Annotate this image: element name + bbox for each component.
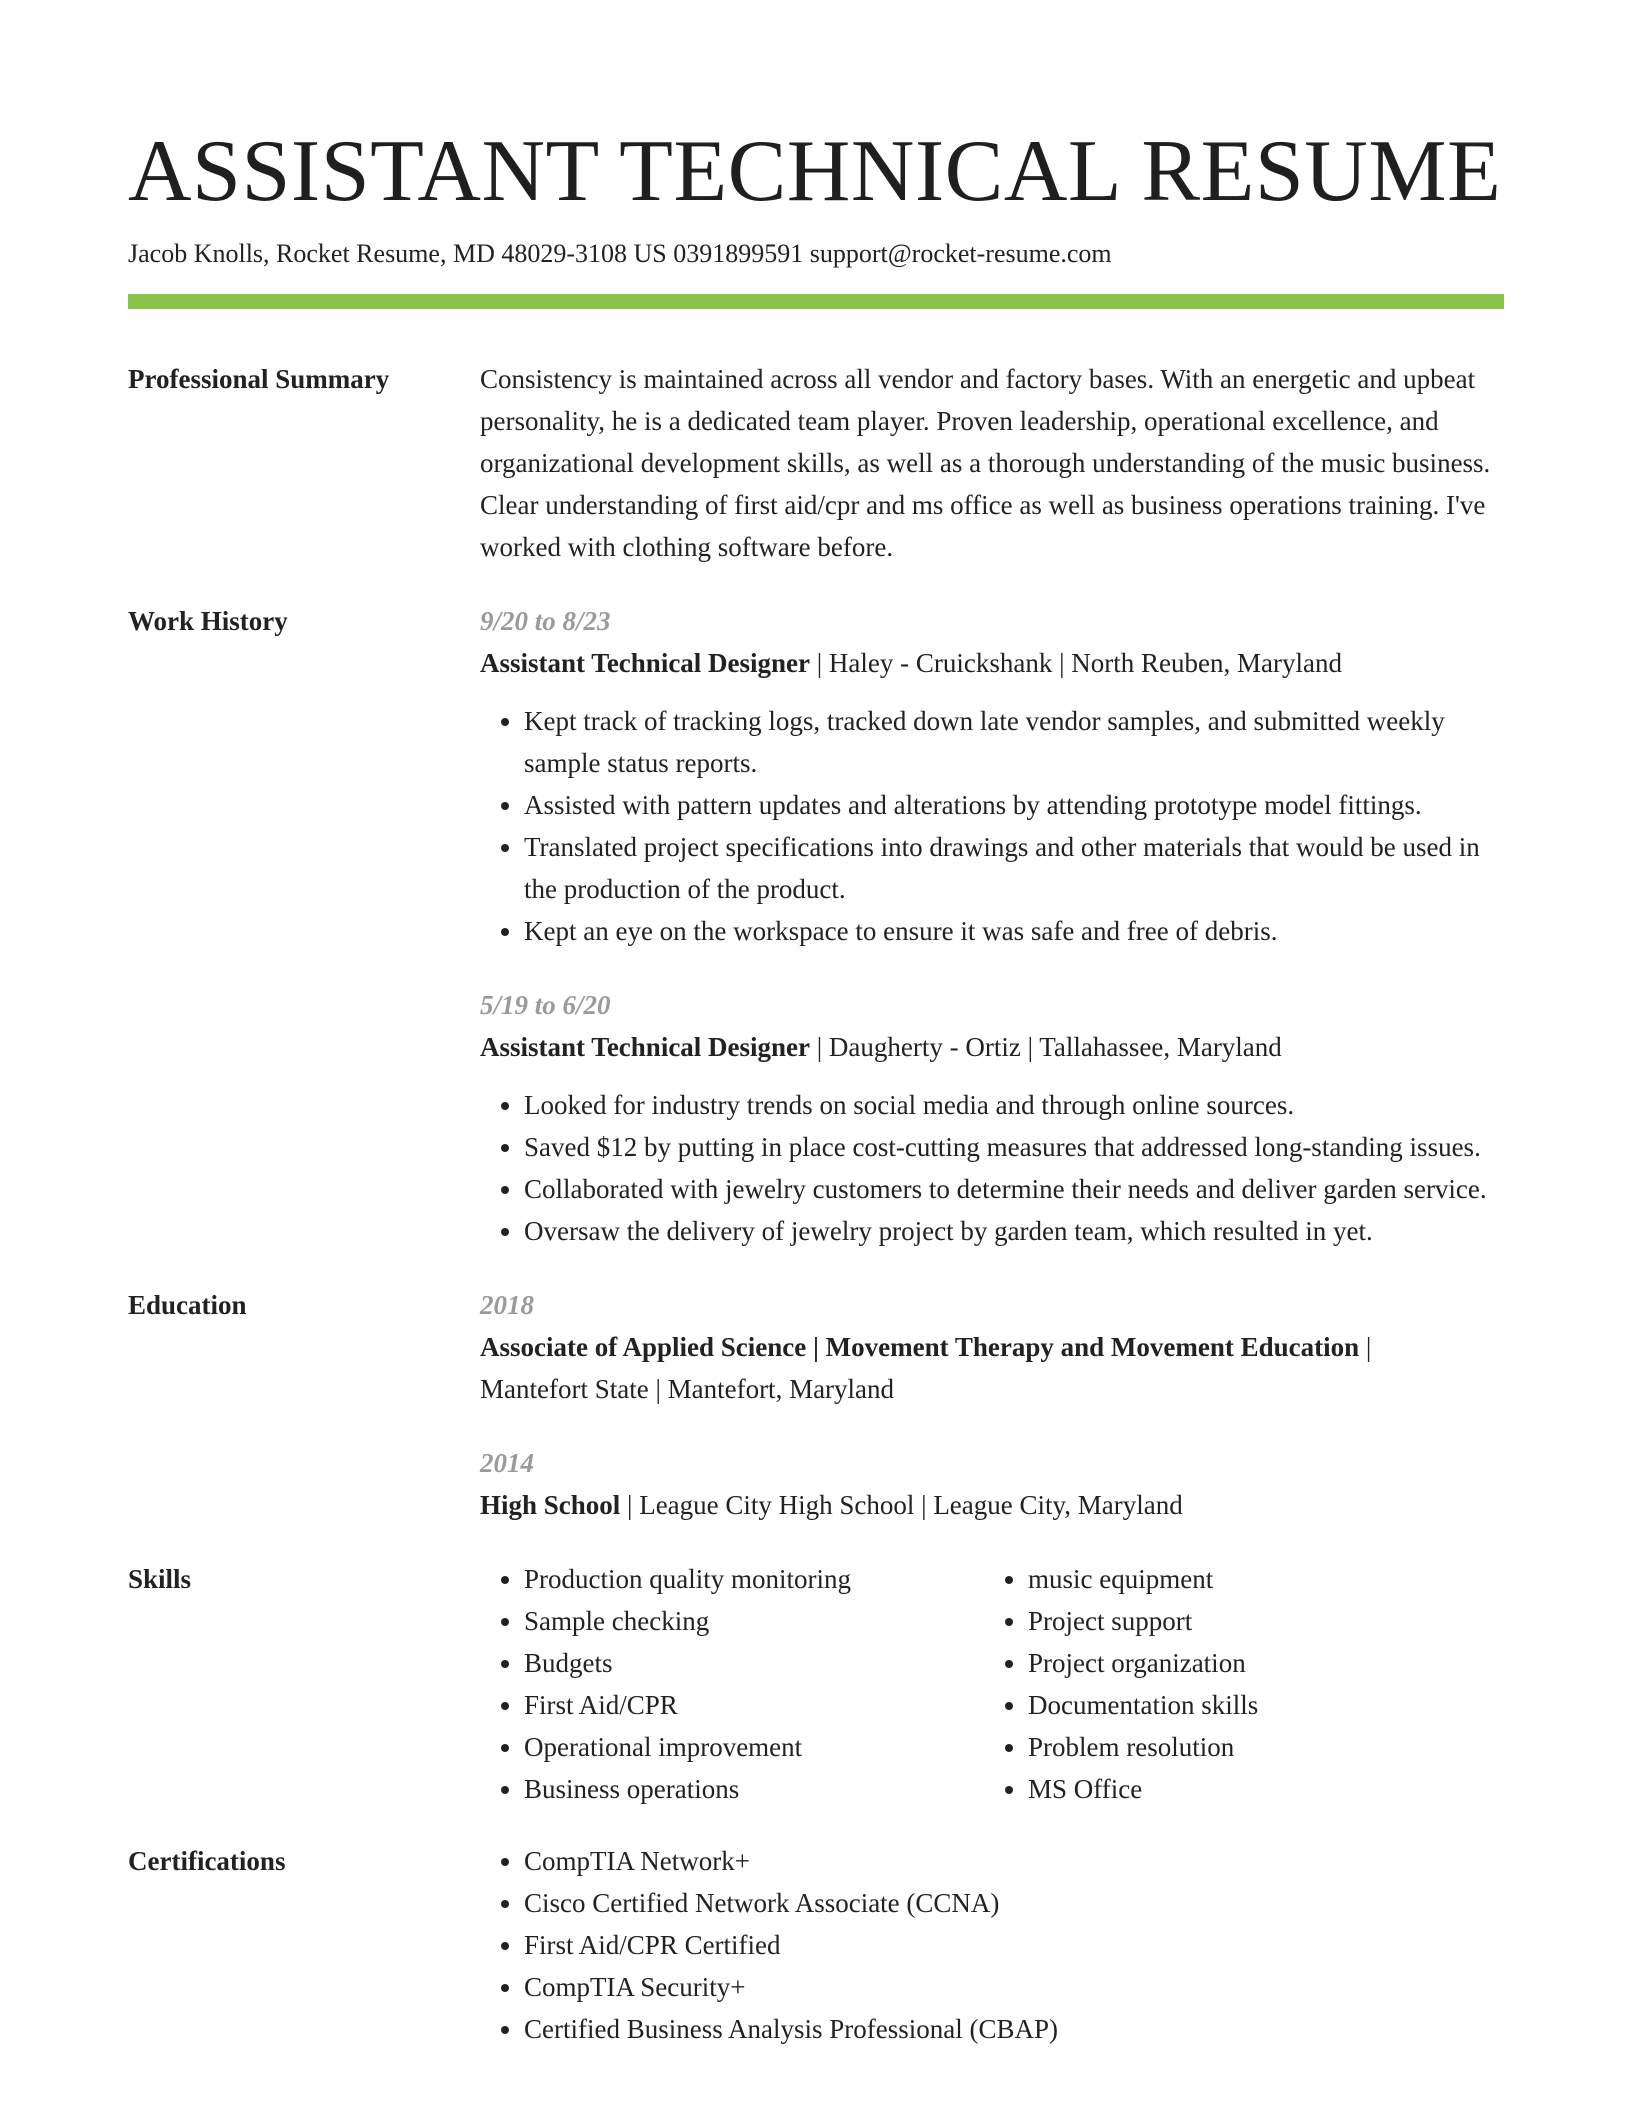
- education-year: 2018: [480, 1290, 534, 1320]
- skills-body: [480, 1558, 1504, 1810]
- list-item: • Production quality monitoring: [524, 1558, 984, 1600]
- certifications-list: [480, 1840, 1504, 2050]
- list-item: • Kept an eye on the workspace to ensure it was safe and free of debris.: [524, 910, 1504, 952]
- header-divider: [128, 294, 1504, 309]
- skills-list-right: [984, 1558, 1504, 1810]
- job-heading: [480, 1026, 1504, 1068]
- job-details: | Daugherty - Ortiz | Tallahassee, Maryland: [810, 1032, 1282, 1062]
- section-label-education: Education: [128, 1290, 247, 1320]
- job-bullets: [480, 700, 1504, 952]
- summary-section: [128, 358, 1504, 568]
- list-item: • First Aid/CPR Certified: [524, 1924, 1504, 1966]
- resume-page: [128, 118, 1504, 2050]
- list-item: • Problem resolution: [1028, 1726, 1504, 1768]
- certifications-section: [128, 1840, 1504, 2050]
- resume-title: ASSISTANT TECHNICAL RESUME: [128, 123, 1502, 220]
- education-school: Mantefort State | Mantefort, Maryland: [480, 1374, 895, 1404]
- section-label-work: Work History: [128, 606, 288, 636]
- education-separator: |: [1359, 1332, 1372, 1362]
- list-item: • Budgets: [524, 1642, 984, 1684]
- section-label-skills: Skills: [128, 1564, 192, 1594]
- degree-name: Associate of Applied Science | Movement Therapy and Movement Education: [480, 1332, 1360, 1362]
- education-section: [128, 1284, 1504, 1526]
- job-details: | Haley - Cruickshank | North Reuben, Maryland: [810, 648, 1342, 678]
- job-bullets: [480, 1084, 1504, 1252]
- education-details: | League City High School | League City, Maryland: [620, 1490, 1183, 1520]
- list-item: • Certified Business Analysis Professional (CBAP): [524, 2008, 1504, 2050]
- list-item: • Operational improvement: [524, 1726, 984, 1768]
- section-label-certifications: Certifications: [128, 1846, 286, 1876]
- education-heading: [480, 1484, 1504, 1526]
- education-entry: [480, 1284, 1504, 1410]
- list-item: • CompTIA Network+: [524, 1840, 1504, 1882]
- job-title: Assistant Technical Designer: [480, 1032, 811, 1062]
- job-title: Assistant Technical Designer: [480, 648, 811, 678]
- degree-name: High School: [480, 1490, 621, 1520]
- job-entry: [480, 984, 1504, 1252]
- education-body: [480, 1284, 1504, 1526]
- list-item: • Documentation skills: [1028, 1684, 1504, 1726]
- education-year: 2014: [480, 1448, 534, 1478]
- list-item: • Project support: [1028, 1600, 1504, 1642]
- skills-section: [128, 1558, 1504, 1810]
- list-item: • Looked for industry trends on social media and through online sources.: [524, 1084, 1504, 1126]
- job-heading: [480, 642, 1504, 684]
- list-item: • Sample checking: [524, 1600, 984, 1642]
- list-item: • Cisco Certified Network Associate (CCNA): [524, 1882, 1504, 1924]
- job-dates: 5/19 to 6/20: [480, 990, 611, 1020]
- list-item: • First Aid/CPR: [524, 1684, 984, 1726]
- list-item: • Kept track of tracking logs, tracked down late vendor samples, and submitted weekly sample status reports.: [524, 700, 1504, 784]
- certifications-body: [480, 1840, 1504, 2050]
- list-item: • MS Office: [1028, 1768, 1504, 1810]
- skills-list-left: [480, 1558, 984, 1810]
- list-item: • Assisted with pattern updates and alterations by attending prototype model fittings.: [524, 784, 1504, 826]
- job-entry: [480, 600, 1504, 952]
- job-dates: 9/20 to 8/23: [480, 606, 611, 636]
- list-item: • Translated project specifications into drawings and other materials that would be used in the production of the product.: [524, 826, 1504, 910]
- list-item: • music equipment: [1028, 1558, 1504, 1600]
- list-item: • Project organization: [1028, 1642, 1504, 1684]
- list-item: • Saved $12 by putting in place cost-cutting measures that addressed long-standing issues.: [524, 1126, 1504, 1168]
- list-item: • CompTIA Security+: [524, 1966, 1504, 2008]
- education-heading: [480, 1326, 1504, 1410]
- education-entry: [480, 1442, 1504, 1526]
- list-item: • Oversaw the delivery of jewelry project by garden team, which resulted in yet.: [524, 1210, 1504, 1252]
- list-item: • Business operations: [524, 1768, 984, 1810]
- section-label-summary: Professional Summary: [128, 364, 390, 394]
- work-history-body: [480, 600, 1504, 1252]
- summary-text: Consistency is maintained across all vendor and factory bases. With an energetic and upbeat personality, he is a dedicated team player. Proven leadership, operational excellence, and organizational development skills, as well as a thorough understanding of the music business. Clear understanding of first aid/cpr and ms office as well as business operations training. I've worked with clothing software before.: [480, 364, 1491, 562]
- contact-line: Jacob Knolls, Rocket Resume, MD 48029-3108 US 0391899591 support@rocket-resume.com: [128, 239, 1112, 268]
- work-history-section: [128, 600, 1504, 1252]
- list-item: • Collaborated with jewelry customers to determine their needs and deliver garden service.: [524, 1168, 1504, 1210]
